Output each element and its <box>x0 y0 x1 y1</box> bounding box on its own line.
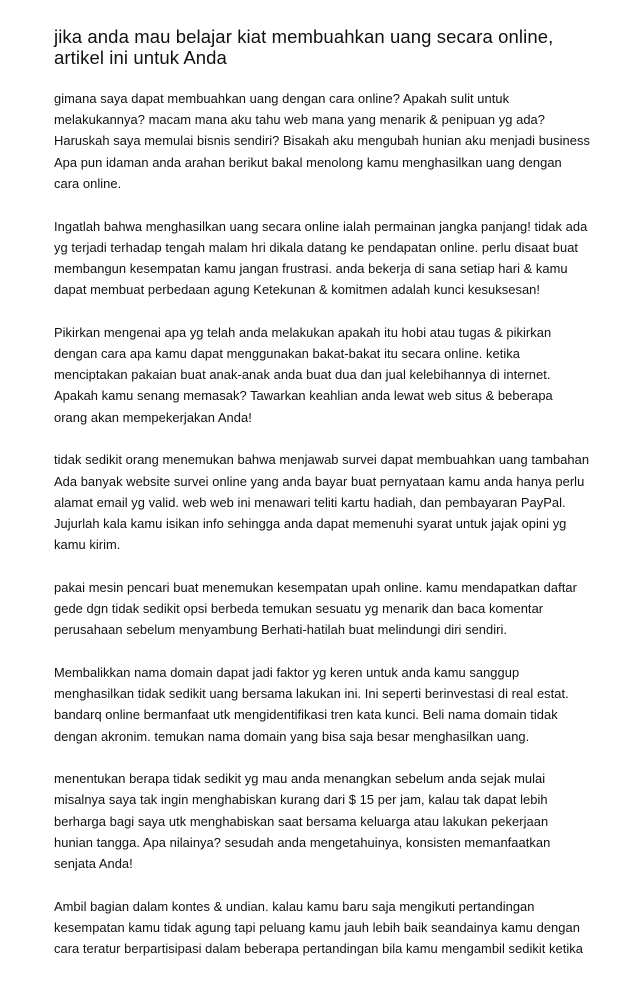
text-line: pakai mesin pencari buat menemukan kesempatan upah online. kamu mendapatkan daftar <box>54 579 577 595</box>
text-line: Apakah kamu senang memasak? Tawarkan keahlian anda lewat web situs & beberapa <box>54 388 553 404</box>
text-line: Membalikkan nama domain dapat jadi faktor yg keren untuk anda kamu sanggup <box>54 664 520 680</box>
text-line: dengan akronim. temukan nama domain yang bisa saja besar menghasilkan uang. <box>54 728 530 744</box>
text-line: hunian tangga. Apa nilainya? sesudah anda mengetahuinya, konsisten memanfaatkan <box>54 834 551 850</box>
text-line: yg terjadi terhadap tengah malam hri dikala datang ke pendapatan online. perlu disaat buat <box>54 239 579 255</box>
text-line: Haruskah saya memulai bisnis sendiri? Bisakah aku mengubah hunian aku menjadi business <box>54 133 590 149</box>
paragraph-8 <box>54 896 614 960</box>
text-line: cara online. <box>54 175 122 191</box>
text-line: Jujurlah kala kamu isikan info sehingga anda dapat memenuhi syarat untuk jajak opini yg <box>54 515 567 531</box>
text-line: kamu kirim. <box>54 537 121 553</box>
text-line: gede dgn tidak sedikit opsi berbeda temukan sesuatu yg menarik dan baca komentar <box>54 601 544 617</box>
paragraph-3 <box>54 322 614 428</box>
text-line: alamat email yg valid. web web ini menawari teliti kartu hadiah, dan pembayaran PayPal. <box>54 494 566 510</box>
paragraph-2 <box>54 216 614 301</box>
text-line: kesempatan kamu tidak agung tapi peluang kamu jauh lebih baik seandainya kamu dengan <box>54 920 580 935</box>
text-line: Ada banyak website survei online yang anda bayar buat pernyataan kamu anda hanya perlu <box>54 473 585 489</box>
text-line: orang akan mempekerjakan Anda! <box>54 409 252 425</box>
text-line: dapat membuat perbedaan agung Ketekunan & komitmen adalah kunci kesuksesan! <box>54 282 541 298</box>
text-line: misalnya saya tak ingin menghabiskan kurang dari $ 15 per jam, kalau tak dapat lebih <box>54 792 548 808</box>
text-line: melakukannya? macam mana aku tahu web mana yang menarik & penipuan yg ada? <box>54 112 545 128</box>
text-line: Ambil bagian dalam kontes & undian. kalau kamu baru saja mengikuti pertandingan <box>54 898 535 914</box>
paragraph-6 <box>54 662 614 747</box>
text-line: cara teratur berpartisipasi dalam beberapa pertandingan bila kamu mengambil sedikit ketika <box>54 941 584 957</box>
document-page <box>54 26 614 981</box>
text-line: berharga bagi saya utk menghabiskan saat bersama keluarga atau lakukan pekerjaan <box>54 813 549 829</box>
text-line: menghasilkan tidak sedikit uang bersama lakukan ini. Ini seperti berinvestasi di real estat. <box>54 686 569 702</box>
text-line: menciptakan pakaian buat anak-anak anda buat dua dan jual kelebihannya di internet. <box>54 367 551 383</box>
title-line: artikel ini untuk Anda <box>54 47 227 68</box>
text-line: Apa pun idaman anda arahan berikut bakal menolong kamu menghasilkan uang dengan <box>54 154 562 170</box>
text-line: Pikirkan mengenai apa yg telah anda melakukan apakah itu hobi atau tugas & pikirkan <box>54 324 552 340</box>
title-line: jika anda mau belajar kiat membuahkan uang secara online, <box>54 26 554 47</box>
text-line: perusahaan sebelum menyambung Berhati-hatilah buat melindungi diri sendiri. <box>54 622 508 638</box>
text-line: menentukan berapa tidak sedikit yg mau anda menangkan sebelum anda sejak mulai <box>54 771 546 787</box>
text-line: Ingatlah bahwa menghasilkan uang secara online ialah permainan jangka panjang! tidak ada <box>54 218 588 234</box>
text-line: membangun kesempatan kamu jangan frustrasi. anda bekerja di sana setiap hari & kamu <box>54 260 568 276</box>
text-line: tidak sedikit orang menemukan bahwa menjawab survei dapat membuahkan uang tambahan <box>54 452 590 468</box>
paragraph-1 <box>54 88 614 194</box>
text-line: dengan cara apa kamu dapat menggunakan bakat-bakat itu secara online. ketika <box>54 346 521 362</box>
paragraph-7 <box>54 768 614 874</box>
text-line: senjata Anda! <box>54 856 133 872</box>
text-line: bandarq online bermanfaat utk mengidentifikasi tren kata kunci. Beli nama domain tidak <box>54 707 558 723</box>
paragraph-5 <box>54 577 614 641</box>
paragraph-4 <box>54 449 614 555</box>
text-line: gimana saya dapat membuahkan uang dengan cara online? Apakah sulit untuk <box>54 91 510 106</box>
document-title <box>54 26 614 68</box>
